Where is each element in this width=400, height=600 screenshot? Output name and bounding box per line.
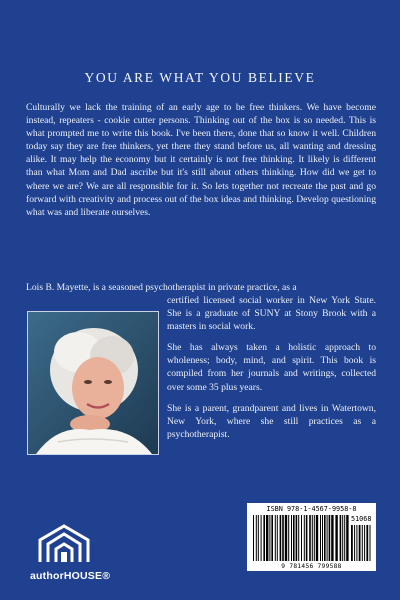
barcode-bar bbox=[320, 515, 321, 561]
barcode-bar bbox=[316, 515, 318, 561]
barcode-bar bbox=[364, 525, 365, 561]
barcode-bar bbox=[346, 515, 348, 561]
barcode-bar bbox=[301, 515, 302, 561]
barcode-bar bbox=[271, 515, 273, 561]
barcode-bar bbox=[312, 515, 313, 561]
barcode-bar bbox=[256, 515, 257, 561]
barcode-bar bbox=[340, 515, 342, 561]
barcode-bar bbox=[327, 515, 328, 561]
publisher-name: authorHOUSE® bbox=[30, 570, 111, 582]
house-arch-icon bbox=[34, 522, 94, 566]
barcode-bar bbox=[291, 515, 292, 561]
barcode-bar bbox=[285, 515, 287, 561]
back-cover-blurb: Culturally we lack the training of an early age to be free thinkers. We have become instead, repeaters - cookie cutter persons. Thinking out of the box is so needed. This is what prompted me to write this book. I've been there, done that so know it well. Children today say they are free thinkers, yet there they stand before us, all wanting and dressing alike. It may help the economy but it certainly is not free thinking. It likely is different than what Mom and Dad ascribe but it's still about others thinking. How did we get to where we are? We are all responsible for it. So lets together not recreate the past and go forward with creativity and process out of the box ideas and thinking. Develop questioning what was and liberate ourselves. bbox=[26, 102, 376, 218]
ean-number: 9 781456 799588 bbox=[281, 563, 342, 570]
barcode-bar bbox=[277, 515, 278, 561]
barcode-bar bbox=[324, 515, 326, 561]
price-code: 51068 bbox=[351, 515, 372, 523]
barcode-bar bbox=[261, 515, 262, 561]
barcode-bar bbox=[306, 515, 308, 561]
isbn-number: ISBN 978-1-4567-9958-8 bbox=[266, 505, 357, 513]
barcode-bar bbox=[266, 515, 268, 561]
barcode-bar bbox=[269, 515, 270, 561]
barcode-bar bbox=[263, 515, 265, 561]
barcode-bar bbox=[309, 515, 311, 561]
barcode-bar bbox=[335, 515, 337, 561]
barcode-bar bbox=[296, 515, 298, 561]
barcode-bar bbox=[362, 525, 363, 561]
barcode-bar bbox=[282, 515, 284, 561]
barcode-bar bbox=[288, 515, 289, 561]
barcode-bar bbox=[280, 515, 282, 561]
isbn-barcode bbox=[247, 503, 376, 571]
barcode-bar bbox=[258, 515, 259, 561]
barcode-bar bbox=[370, 525, 371, 561]
barcode-bar bbox=[344, 515, 345, 561]
author-bio-lead: Lois B. Mayette, is a seasoned psychotherapist in private practice, as a bbox=[26, 282, 297, 293]
barcode-bar bbox=[322, 515, 323, 561]
barcode-bar bbox=[351, 525, 353, 561]
barcode-bar bbox=[298, 515, 299, 561]
bio-paragraph: She has always taken a holistic approach to wholeness; body, mind, and spirit. This book is compiled from her journals and writings, collected over some 35 plus years. bbox=[167, 342, 376, 393]
author-bio bbox=[167, 294, 376, 449]
barcode-bar bbox=[304, 515, 305, 561]
author-photo bbox=[27, 311, 159, 455]
barcode-bar bbox=[359, 525, 361, 561]
barcode-bar bbox=[354, 525, 355, 561]
barcode-bars bbox=[247, 503, 376, 571]
barcode-bar bbox=[329, 515, 331, 561]
barcode-bar bbox=[314, 515, 315, 561]
bio-paragraph: She is a parent, grandparent and lives in Watertown, New York, where she still practices as a psychotherapist. bbox=[167, 402, 376, 440]
barcode-bar bbox=[293, 515, 295, 561]
barcode-bar bbox=[253, 515, 254, 561]
barcode-bar bbox=[366, 525, 368, 561]
barcode-bar bbox=[275, 515, 276, 561]
barcode-bar bbox=[356, 525, 357, 561]
barcode-bar bbox=[342, 515, 343, 561]
bio-paragraph: certified licensed social worker in New York State. She is a graduate of SUNY at Stony Brook with a masters in social work. bbox=[167, 295, 376, 333]
book-title: YOU ARE WHAT YOU BELIEVE bbox=[84, 70, 316, 85]
author-portrait-image bbox=[28, 312, 158, 454]
barcode-bar bbox=[331, 515, 333, 561]
